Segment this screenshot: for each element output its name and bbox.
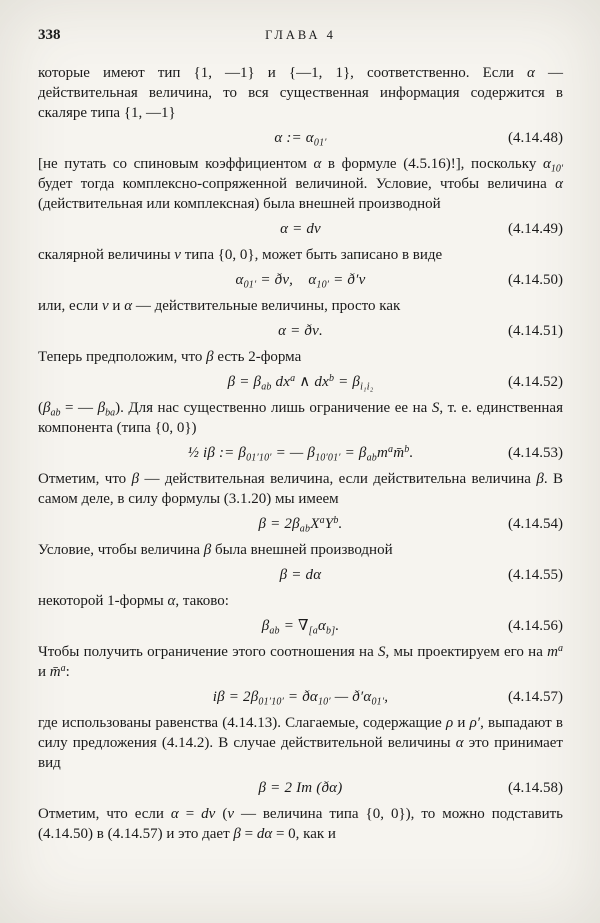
formula-row bbox=[38, 616, 563, 637]
running-title: ГЛАВА 4 bbox=[265, 28, 336, 42]
formula: α = ðν. bbox=[278, 323, 323, 339]
equation-number: (4.14.53) bbox=[508, 445, 563, 461]
paragraph: Отметим, что если α = dν (ν — величина типа {0, 0}), то можно подставить (4.14.50) в (4.14.57) и это дает β = dα = 0, как и bbox=[38, 806, 563, 842]
formula: β = dα bbox=[279, 567, 322, 583]
formula-row bbox=[38, 128, 563, 149]
formula-row bbox=[38, 778, 563, 799]
paragraph: Условие, чтобы величина β была внешней производной bbox=[38, 542, 393, 558]
equation-number: (4.14.50) bbox=[508, 272, 563, 288]
equation-number: (4.14.48) bbox=[508, 130, 563, 146]
paragraph: Отметим, что β — действительная величина, если действительна величина β. В самом деле, в силу формулы (3.1.20) мы имеем bbox=[38, 471, 564, 507]
formula: $\alpha_{01'}$ = ðν, $\alpha_{10'}$ = ð′ν bbox=[235, 272, 366, 291]
formula: $\beta = 2\beta_{ab}X^aY^b$. bbox=[258, 515, 343, 535]
formula-row bbox=[38, 565, 563, 586]
paragraph: ($\beta_{ab}$ = — $\beta_{ba}$). Для нас существенно лишь ограничение ее на S, т. е. единственная компонента (типа {0, 0}) bbox=[38, 400, 563, 436]
equation-number: (4.14.54) bbox=[508, 516, 563, 532]
formula: α := $\alpha_{01'}$ bbox=[274, 130, 327, 149]
page-number: 338 bbox=[38, 27, 61, 43]
paragraph: скалярной величины ν типа {0, 0}, может быть записано в виде bbox=[38, 247, 443, 263]
equation-number: (4.14.58) bbox=[508, 780, 563, 796]
formula: α = dν bbox=[280, 221, 321, 237]
equation-number: (4.14.55) bbox=[508, 567, 563, 583]
equation-number: (4.14.57) bbox=[508, 689, 563, 705]
equation-number: (4.14.49) bbox=[508, 221, 563, 237]
equation-number: (4.14.56) bbox=[508, 618, 563, 634]
formula-row bbox=[38, 219, 563, 240]
paragraph: некоторой 1-формы α, таково: bbox=[38, 593, 229, 609]
formula-row bbox=[38, 514, 563, 535]
formula-row bbox=[38, 687, 563, 708]
paragraph: [не путать со спиновым коэффициентом α в формуле (4.5.16)!], поскольку $\alpha_{10'}$ будет тогда комплексно-сопряженной величиной. Условие, чтобы величина α (действительная или комплексная) была внешней производной bbox=[38, 156, 563, 212]
page-body bbox=[38, 63, 563, 844]
formula: $i\beta = 2\beta_{01'10'}$ = $ð\alpha_{10'}$ — $ð'\alpha_{01'}$, bbox=[212, 689, 389, 708]
formula: β = 2 Im (ðα) bbox=[258, 780, 343, 796]
paragraph: которые имеют тип {1, —1} и {—1, 1}, соответственно. Если α — действительная величина, то вся существенная информация содержится в скаляре типа {1, —1} bbox=[38, 65, 563, 121]
page-header bbox=[38, 26, 563, 48]
paragraph: или, если ν и α — действительные величины, просто как bbox=[38, 298, 401, 314]
paragraph: где использованы равенства (4.14.13). Слагаемые, содержащие ρ и ρ′, выпадают в силу предложения (4.14.2). В случае действительной величины α это принимает вид bbox=[38, 715, 563, 771]
formula-row bbox=[38, 321, 563, 342]
formula: $\beta_{ab} = \nabla_{[a}\alpha_{b]}$. bbox=[261, 618, 340, 637]
formula-row bbox=[38, 372, 563, 393]
paragraph: Чтобы получить ограничение этого соотношения на S, мы проектируем его на $m^a$ и m̄$^a$: bbox=[38, 643, 563, 680]
equation-number: (4.14.52) bbox=[508, 374, 563, 390]
equation-number: (4.14.51) bbox=[508, 323, 563, 339]
formula: ½ iβ := $\beta_{01'10'}$ = — $\beta_{10'01'}$ = $\beta_{ab}m^am̄^b$. bbox=[187, 444, 414, 464]
formula: $\beta = \beta_{ab}$ $dx^a$ ∧ $dx^b = \beta_{i_1i_2}$ bbox=[227, 373, 374, 393]
formula-row bbox=[38, 270, 563, 291]
formula-row bbox=[38, 443, 563, 464]
paragraph: Теперь предположим, что β есть 2-форма bbox=[38, 349, 302, 365]
